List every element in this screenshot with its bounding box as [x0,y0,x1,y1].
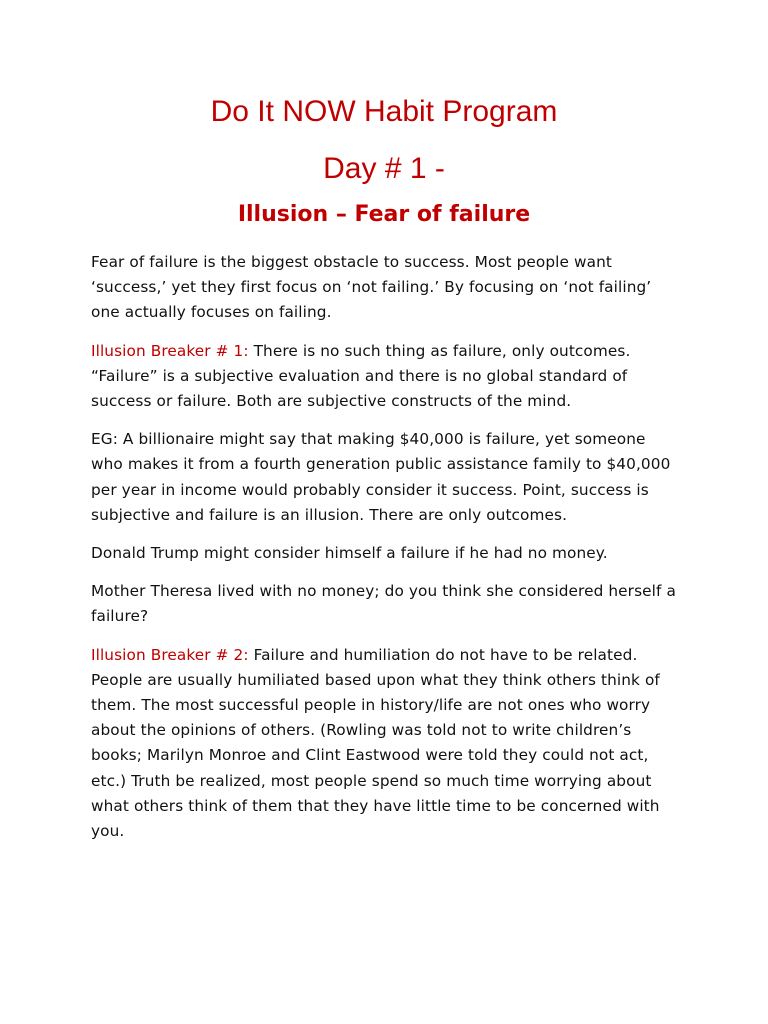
illusion-breaker-2-text: Failure and humiliation do not have to be related. People are usually humiliated based upon what they think others think of them. The most successful people in history/life are not ones who worry about the opinions of others. (Rowling was told not to write children’s books; Marilyn Monroe and Clint Eastwood were told they could not act, etc.) Truth be realized, most people spend so much time worrying about what others think of them that they have little time to be concerned with you. [91,645,660,841]
document-body [91,250,681,857]
paragraph-theresa: Mother Theresa lived with no money; do you think she considered herself a failure? [91,582,676,626]
paragraph-example: EG: A billionaire might say that making $40,000 is failure, yet someone who makes it from a fourth generation public assistance family to $40,000 per year in income would probably consider it success. Point, success is subjective and failure is an illusion. There are only outcomes. [91,430,671,524]
paragraph-illusion-breaker-1 [91,339,681,415]
illusion-breaker-2-label: Illusion Breaker # 2: [91,645,249,664]
paragraph-illusion-breaker-2 [91,643,681,845]
illusion-breaker-1-text: There is no such thing as failure, only outcomes. “Failure” is a subjective evaluation and there is no global standard of success or failure. Both are subjective constructs of the mind. [91,341,631,411]
section-subtitle: Illusion – Fear of failure [237,202,531,227]
page-title: Do It NOW Habit Program [210,95,558,128]
illusion-breaker-1-label: Illusion Breaker # 1: [91,341,249,360]
paragraph-intro: Fear of failure is the biggest obstacle to success. Most people want ‘success,’ yet they first focus on ‘not failing.’ By focusing on ‘not failing’ one actually focuses on failing. [91,253,652,322]
day-heading: Day # 1 - [323,152,445,185]
paragraph-trump: Donald Trump might consider himself a failure if he had no money. [91,544,608,563]
